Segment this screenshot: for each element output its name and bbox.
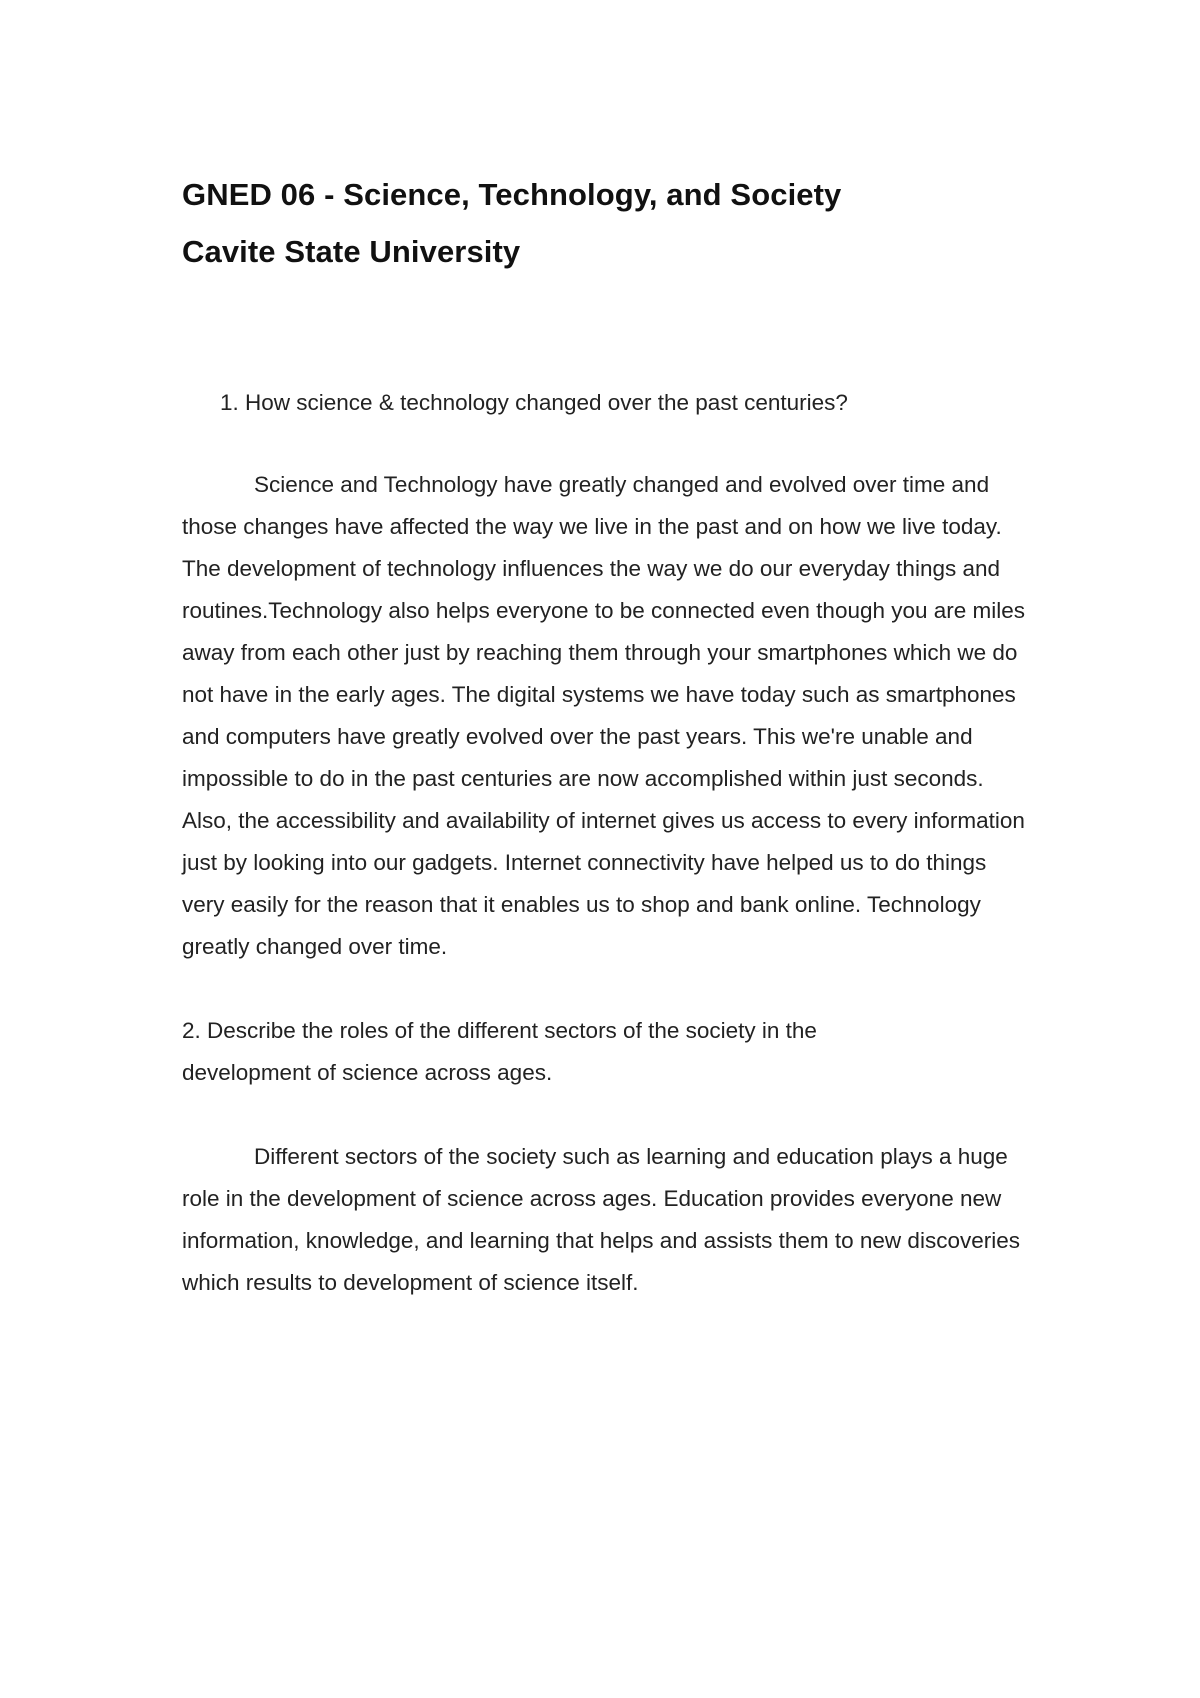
- document-content: [182, 166, 1042, 1304]
- question-1: 1. How science & technology changed over the past centuries?: [220, 390, 848, 415]
- question-2: 2. Describe the roles of the different sectors of the society in the development of science across ages.: [182, 1018, 817, 1085]
- course-title: GNED 06 - Science, Technology, and Society: [182, 177, 842, 212]
- heading-spacer: [182, 280, 1042, 382]
- answer-2: Different sectors of the society such as learning and education plays a huge role in the development of science across ages. Education provides everyone new information, knowledge, and learning that helps and assists them to new discoveries which results to development of science itself.: [182, 1144, 1020, 1295]
- answer-1: Science and Technology have greatly changed and evolved over time and those changes have affected the way we live in the past and on how we live today. The development of technology influences the way we do our everyday things and routines.Technology also helps everyone to be connected even though you are miles away from each other just by reaching them through your smartphones which we do not have in the early ages. The digital systems we have today such as smartphones and computers have greatly evolved over the past years. This we're unable and impossible to do in the past centuries are now accomplished within just seconds. Also, the accessibility and availability of internet gives us access to every information just by looking into our gadgets. Internet connectivity have helped us to do things very easily for the reason that it enables us to shop and bank online. Technology greatly changed over time.: [182, 472, 1026, 959]
- university-title: Cavite State University: [182, 234, 521, 269]
